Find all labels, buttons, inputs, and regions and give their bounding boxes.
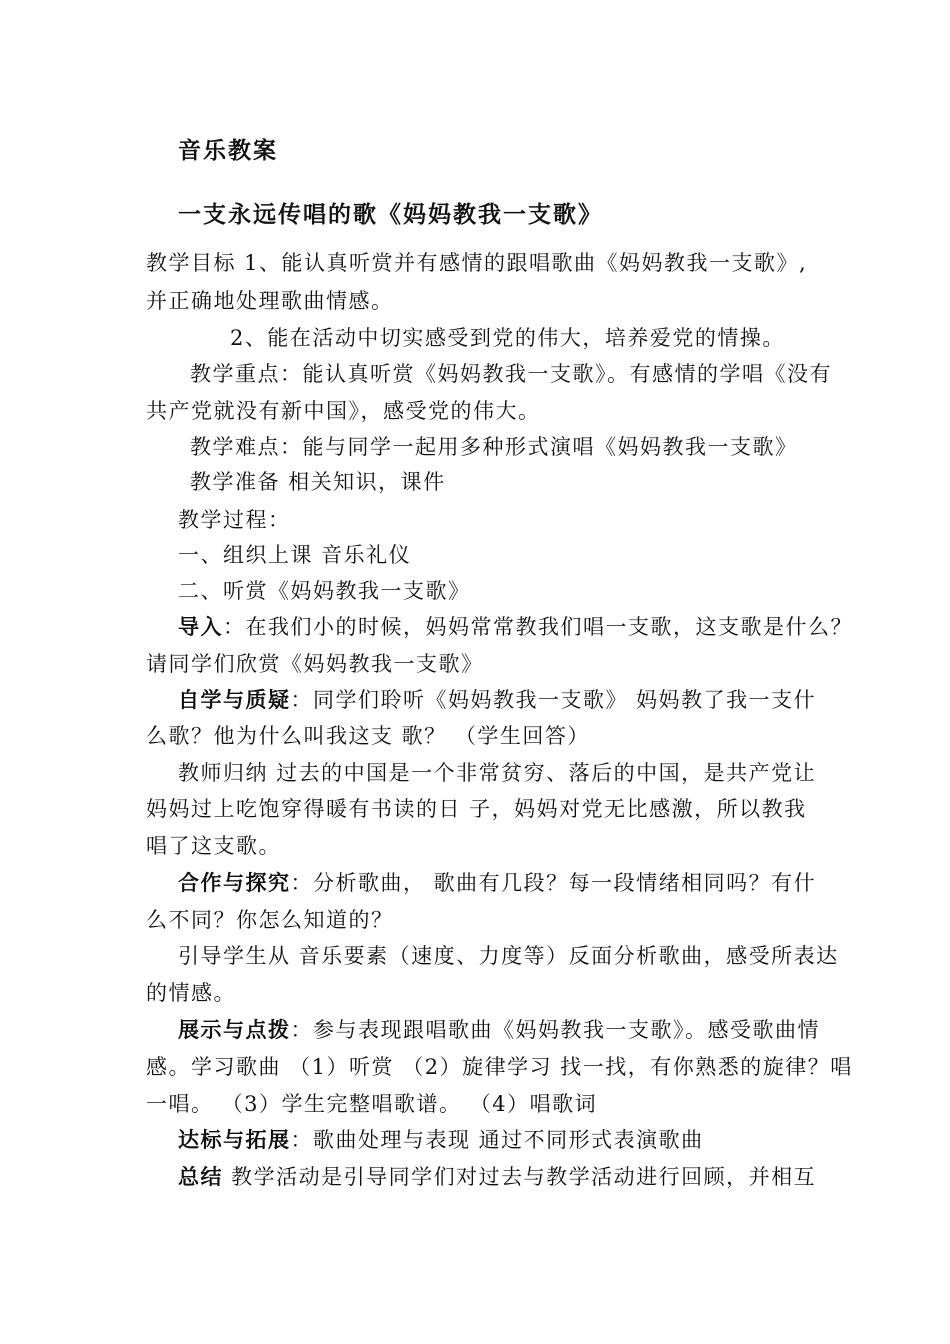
process-heading: 教学过程： xyxy=(178,508,291,532)
summary-label: 总结 xyxy=(178,1165,223,1189)
intro-label: 导入 xyxy=(178,615,223,639)
self-study-line-2: 么歌？他为什么叫我这支 歌？ （学生回答） xyxy=(146,724,590,748)
self-study-label: 自学与质疑 xyxy=(178,688,291,712)
show-line-3: 一唱。 （3）学生完整唱歌谱。 （4）唱歌词 xyxy=(146,1092,598,1116)
summary-text: 教学活动是引导同学们对过去与教学活动进行回顾，并相互 xyxy=(223,1165,817,1189)
teacher-summary-line-2: 妈妈过上吃饱穿得暖有书读的日 子，妈妈对党无比感激，所以教我 xyxy=(146,797,807,821)
target-line xyxy=(178,1125,704,1155)
lesson-title: 一支永远传唱的歌《妈妈教我一支歌》 xyxy=(178,202,603,228)
teacher-summary-line-3: 唱了这支歌。 xyxy=(146,834,281,858)
show-label: 展示与点拨 xyxy=(178,1018,291,1042)
show-text: ：参与表现跟唱歌曲《妈妈教我一支歌》。感受歌曲情 xyxy=(290,1018,820,1042)
goal-line-2: 并正确地处理歌曲情感。 xyxy=(146,289,394,313)
summary-line xyxy=(178,1162,816,1192)
cooperation-label: 合作与探究 xyxy=(178,871,291,895)
show-line-1 xyxy=(178,1015,820,1045)
self-study-line-1 xyxy=(178,685,816,715)
guide-line-2: 的情感。 xyxy=(146,981,236,1005)
intro-line-2: 请同学们欣赏《妈妈教我一支歌》 xyxy=(146,652,484,676)
show-line-2: 感。学习歌曲 （1）听赏 （2）旋律学习 找一找，有你熟悉的旋律？唱 xyxy=(146,1055,853,1079)
difficulty-line: 教学难点：能与同学一起用多种形式演唱《妈妈教我一支歌》 xyxy=(190,435,798,459)
intro-line-1 xyxy=(178,612,853,642)
step-2: 二、听赏《妈妈教我一支歌》 xyxy=(178,579,471,603)
intro-text: ：在我们小的时候，妈妈常常教我们唱一支歌，这支歌是什么？ xyxy=(223,615,853,639)
self-study-text: ：同学们聆听《妈妈教我一支歌》 妈妈教了我一支什 xyxy=(290,688,817,712)
cooperation-line-2: 么不同？你怎么知道的？ xyxy=(146,908,394,932)
key-point-line-1: 教学重点：能认真听赏《妈妈教我一支歌》。有感情的学唱《没有 xyxy=(190,362,832,386)
preparation-line: 教学准备 相关知识，课件 xyxy=(190,470,446,494)
cooperation-text: ：分析歌曲， 歌曲有几段？每一段情绪相同吗？有什 xyxy=(290,871,817,895)
goal-line-3: 2、能在活动中切实感受到党的伟大，培养爱党的情操。 xyxy=(230,326,785,350)
page-title: 音乐教案 xyxy=(178,138,278,164)
cooperation-line-1 xyxy=(178,868,816,898)
target-text: ：歌曲处理与表现 通过不同形式表演歌曲 xyxy=(290,1128,704,1152)
target-label: 达标与拓展 xyxy=(178,1128,291,1152)
guide-line-1: 引导学生从 音乐要素（速度、力度等）反面分析歌曲，感受所表达 xyxy=(178,944,839,968)
teacher-summary-line-1: 教师归纳 过去的中国是一个非常贫穷、落后的中国，是共产党让 xyxy=(178,761,817,785)
goal-line-1: 教学目标 1、能认真听赏并有感情的跟唱歌曲《妈妈教我一支歌》, xyxy=(146,251,808,275)
key-point-line-2: 共产党就没有新中国》，感受党的伟大。 xyxy=(146,399,541,423)
step-1: 一、组织上课 音乐礼仪 xyxy=(178,543,412,567)
